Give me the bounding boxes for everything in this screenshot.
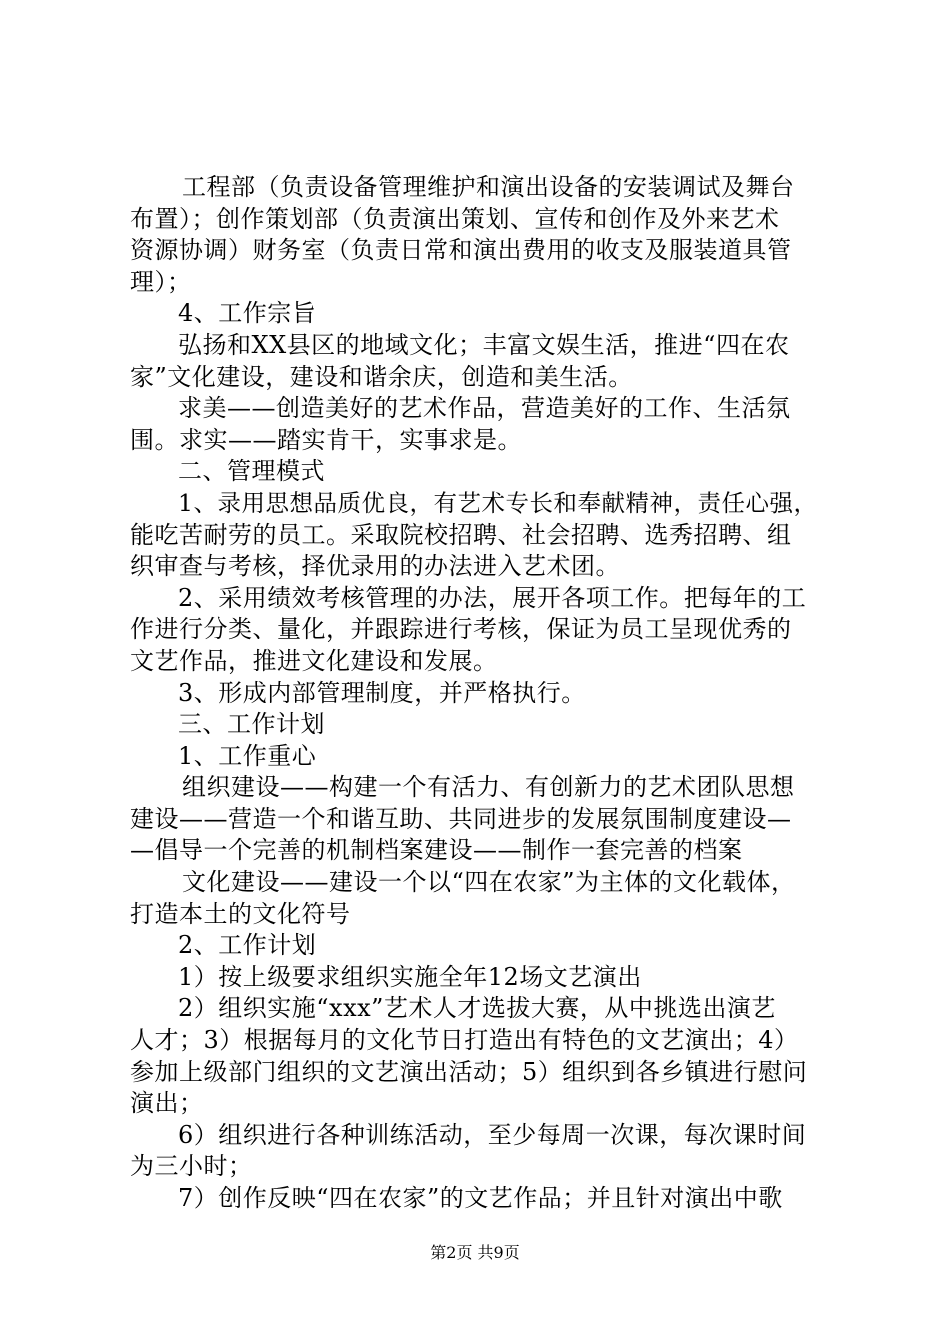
text-line: 文化建设——建设一个以“四在农家”为主体的文化载体， — [182, 868, 796, 897]
text-line: 1、录用思想品质优良，有艺术专长和奉献精神，责任心强， — [178, 488, 818, 517]
text-line: 2、采用绩效考核管理的办法，展开各项工作。把每年的工 — [178, 583, 807, 612]
text-line: 3、形成内部管理制度，并严格执行。 — [178, 678, 586, 707]
text-line: 工程部（负责设备管理维护和演出设备的安装调试及舞台 — [182, 173, 795, 201]
text-line: 4、工作宗旨 — [178, 299, 317, 328]
text-line: 二、管理模式 — [178, 457, 325, 486]
text-line: 2）组织实施“xxx”艺术人才选拔大赛，从中挑选出演艺 — [178, 994, 776, 1023]
text-line: 7）创作反映“四在农家”的文艺作品；并且针对演出中歌 — [178, 1184, 783, 1212]
text-line: 弘扬和XX县区的地域文化；丰富文娱生活，推进“四在农 — [178, 330, 790, 359]
text-line: 为三小时； — [130, 1152, 253, 1181]
text-line: 参加上级部门组织的文艺演出活动；5）组织到各乡镇进行慰问 — [130, 1057, 808, 1086]
text-line: 组织建设——构建一个有活力、有创新力的艺术团队思想 — [182, 773, 795, 802]
text-line: 织审查与考核，择优录用的办法进入艺术团。 — [130, 552, 620, 581]
text-line: 演出； — [130, 1089, 204, 1118]
page-footer: 第2页 共9页 — [430, 1243, 520, 1262]
text-line: 1、工作重心 — [178, 741, 317, 770]
text-line: 打造本土的文化符号 — [130, 899, 351, 928]
text-line: 资源协调）财务室（负责日常和演出费用的收支及服装道具管 — [130, 236, 792, 265]
text-line: 1）按上级要求组织实施全年12场文艺演出 — [178, 962, 642, 991]
text-line: 人才；3）根据每月的文化节日打造出有特色的文艺演出；4） — [130, 1026, 799, 1055]
text-line: 求美——创造美好的艺术作品，营造美好的工作、生活氛 — [178, 394, 791, 423]
text-line: 布置）；创作策划部（负责演出策划、宣传和创作及外来艺术 — [130, 204, 780, 233]
text-line: 建设——营造一个和谐互助、共同进步的发展氛围制度建设— — [130, 804, 792, 833]
text-line: 家”文化建设，建设和谐余庆，创造和美生活。 — [130, 362, 633, 391]
text-line: 能吃苦耐劳的员工。采取院校招聘、社会招聘、选秀招聘、组 — [130, 520, 792, 549]
document-body — [130, 172, 830, 1215]
text-line: 作进行分类、量化，并跟踪进行考核，保证为员工呈现优秀的 — [130, 615, 792, 644]
text-line: 6）组织进行各种训练活动，至少每周一次课，每次课时间 — [178, 1120, 807, 1149]
text-line: 2、工作计划 — [178, 931, 317, 960]
text-line: 理）； — [130, 267, 192, 296]
text-line: —倡导一个完善的机制档案建设——制作一套完善的档案 — [130, 836, 743, 865]
text-line: 文艺作品，推进文化建设和发展。 — [130, 646, 498, 675]
text-line: 三、工作计划 — [178, 710, 325, 739]
text-line: 围。求实——踏实肯干，实事求是。 — [130, 425, 522, 454]
